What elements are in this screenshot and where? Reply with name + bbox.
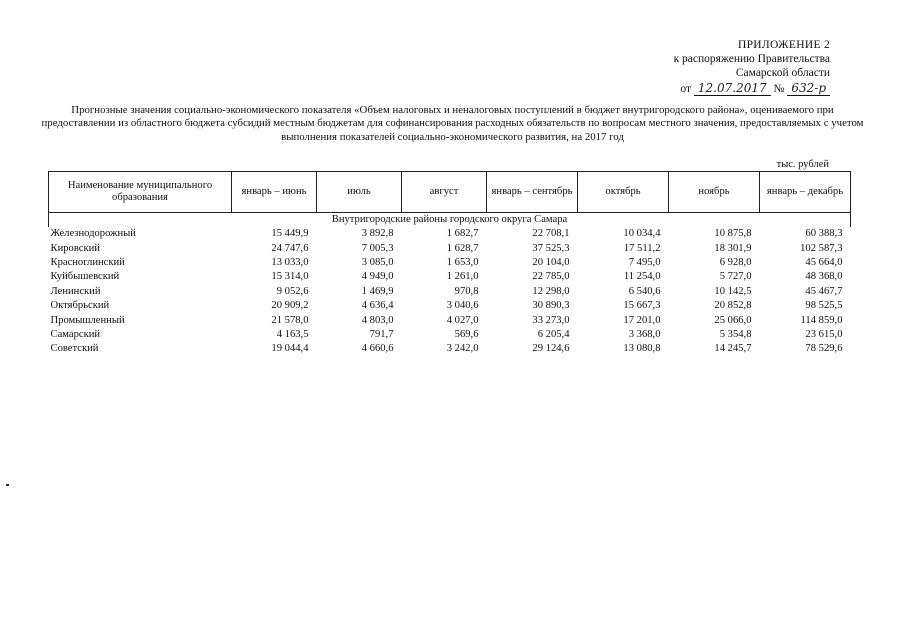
district-name-cell: Куйбышевский <box>50 271 120 283</box>
value-cell: 114 859,0 <box>800 314 843 326</box>
value-cell: 78 529,6 <box>805 343 843 355</box>
section-row <box>49 213 851 228</box>
value-cell: 3 892,8 <box>361 228 394 240</box>
value-cell: 1 261,0 <box>446 271 479 283</box>
table-row <box>49 328 851 342</box>
value-cell: 13 080,8 <box>623 343 661 355</box>
attachment-date-line <box>674 82 830 96</box>
table-row <box>49 285 851 299</box>
value-cell: 14 245,7 <box>714 343 752 355</box>
document-heading: Прогнозные значения социально-экономического показателя «Объем налоговых и неналоговых поступлений в бюджет внутригородского района», оцениваемого при предоставлении из областного бюджета субсидий местным бюджетам для софинансирования расходных обязательств по вопросам местного значения, предоставляемых с учетом выполнения показателей социально-экономического развития, на 2017 год <box>41 104 864 143</box>
value-cell: 3 085,0 <box>361 256 394 268</box>
number-prefix: № <box>773 83 785 95</box>
section-title: Внутригородские районы городского округа Самара <box>49 213 851 228</box>
value-cell: 18 301,9 <box>714 242 752 254</box>
value-cell: 3 040,6 <box>446 300 479 312</box>
scan-speck <box>6 484 9 486</box>
value-cell: 7 495,0 <box>628 256 661 268</box>
table-row <box>49 313 851 327</box>
table-row <box>49 256 851 270</box>
value-cell: 5 727,0 <box>719 271 752 283</box>
value-cell: 7 005,3 <box>361 242 394 254</box>
value-cell: 19 044,4 <box>271 343 309 355</box>
value-cell: 17 201,0 <box>623 314 661 326</box>
column-header: январь – сентябрь <box>487 172 578 213</box>
column-header: январь – июнь <box>232 172 317 213</box>
value-cell: 45 664,0 <box>805 256 843 268</box>
value-cell: 4 163,5 <box>276 328 309 340</box>
value-cell: 98 525,5 <box>805 300 843 312</box>
value-cell: 10 142,5 <box>714 285 752 297</box>
value-cell: 1 469,9 <box>361 285 394 297</box>
value-cell: 791,7 <box>369 328 394 340</box>
column-header: август <box>402 172 487 213</box>
table-row <box>49 227 851 241</box>
value-cell: 37 525,3 <box>532 242 570 254</box>
district-name-cell: Ленинский <box>50 285 101 297</box>
attachment-line-2: Самарской области <box>735 67 830 79</box>
value-cell: 6 540,6 <box>628 285 661 297</box>
value-cell: 11 254,0 <box>623 271 661 283</box>
table-row <box>49 270 851 284</box>
value-cell: 12 298,0 <box>532 285 570 297</box>
value-cell: 22 708,1 <box>532 228 570 240</box>
value-cell: 21 578,0 <box>271 314 309 326</box>
value-cell: 15 667,3 <box>623 300 661 312</box>
value-cell: 45 467,7 <box>805 285 843 297</box>
attachment-line-1: к распоряжению Правительства <box>673 53 830 65</box>
table-header-row <box>49 172 851 213</box>
district-name-cell: Промышленный <box>50 314 125 326</box>
value-cell: 4 027,0 <box>446 314 479 326</box>
value-cell: 3 242,0 <box>446 343 479 355</box>
value-cell: 4 803,0 <box>361 314 394 326</box>
value-cell: 10 875,8 <box>714 228 752 240</box>
column-header: январь – декабрь <box>760 172 851 213</box>
value-cell: 22 785,0 <box>532 271 570 283</box>
value-cell: 6 928,0 <box>719 256 752 268</box>
district-name-cell: Железнодорожный <box>50 228 136 240</box>
value-cell: 23 615,0 <box>805 328 843 340</box>
value-cell: 1 628,7 <box>446 242 479 254</box>
table-row <box>49 241 851 255</box>
table-row <box>49 299 851 313</box>
value-cell: 4 636,4 <box>361 300 394 312</box>
value-cell: 569,6 <box>454 328 479 340</box>
value-cell: 10 034,4 <box>623 228 661 240</box>
value-cell: 24 747,6 <box>271 242 309 254</box>
forecast-table <box>48 171 851 357</box>
handwritten-number: 632-р <box>787 82 830 96</box>
district-name-cell: Кировский <box>50 242 100 254</box>
date-prefix: от <box>680 83 692 95</box>
units-label: тыс. рублей <box>776 159 829 170</box>
value-cell: 970,8 <box>454 285 479 297</box>
value-cell: 20 852,8 <box>714 300 752 312</box>
value-cell: 4 660,6 <box>361 343 394 355</box>
value-cell: 33 273,0 <box>532 314 570 326</box>
attachment-block <box>674 38 830 96</box>
value-cell: 4 949,0 <box>361 271 394 283</box>
handwritten-date: 12.07.2017 <box>694 82 771 96</box>
value-cell: 102 587,3 <box>800 242 843 254</box>
value-cell: 30 890,3 <box>532 300 570 312</box>
column-header: ноябрь <box>669 172 760 213</box>
value-cell: 29 124,6 <box>532 343 570 355</box>
column-header-name: Наименование муниципального образования <box>49 172 232 213</box>
value-cell: 3 368,0 <box>628 328 661 340</box>
value-cell: 6 205,4 <box>537 328 570 340</box>
district-name-cell: Советский <box>50 343 99 355</box>
value-cell: 48 368,0 <box>805 271 843 283</box>
district-name-cell: Октябрьский <box>50 300 110 312</box>
value-cell: 60 388,3 <box>805 228 843 240</box>
column-header: июль <box>317 172 402 213</box>
district-name-cell: Красноглинский <box>50 256 125 268</box>
value-cell: 25 066,0 <box>714 314 752 326</box>
table-row <box>49 342 851 356</box>
column-header: октябрь <box>578 172 669 213</box>
value-cell: 1 653,0 <box>446 256 479 268</box>
value-cell: 13 033,0 <box>271 256 309 268</box>
value-cell: 15 449,9 <box>271 228 309 240</box>
value-cell: 9 052,6 <box>276 285 309 297</box>
value-cell: 15 314,0 <box>271 271 309 283</box>
attachment-title: ПРИЛОЖЕНИЕ 2 <box>737 39 830 51</box>
district-name-cell: Самарский <box>50 328 101 340</box>
value-cell: 5 354,8 <box>719 328 752 340</box>
value-cell: 20 104,0 <box>532 256 570 268</box>
value-cell: 17 511,2 <box>623 242 661 254</box>
value-cell: 20 909,2 <box>271 300 309 312</box>
value-cell: 1 682,7 <box>446 228 479 240</box>
